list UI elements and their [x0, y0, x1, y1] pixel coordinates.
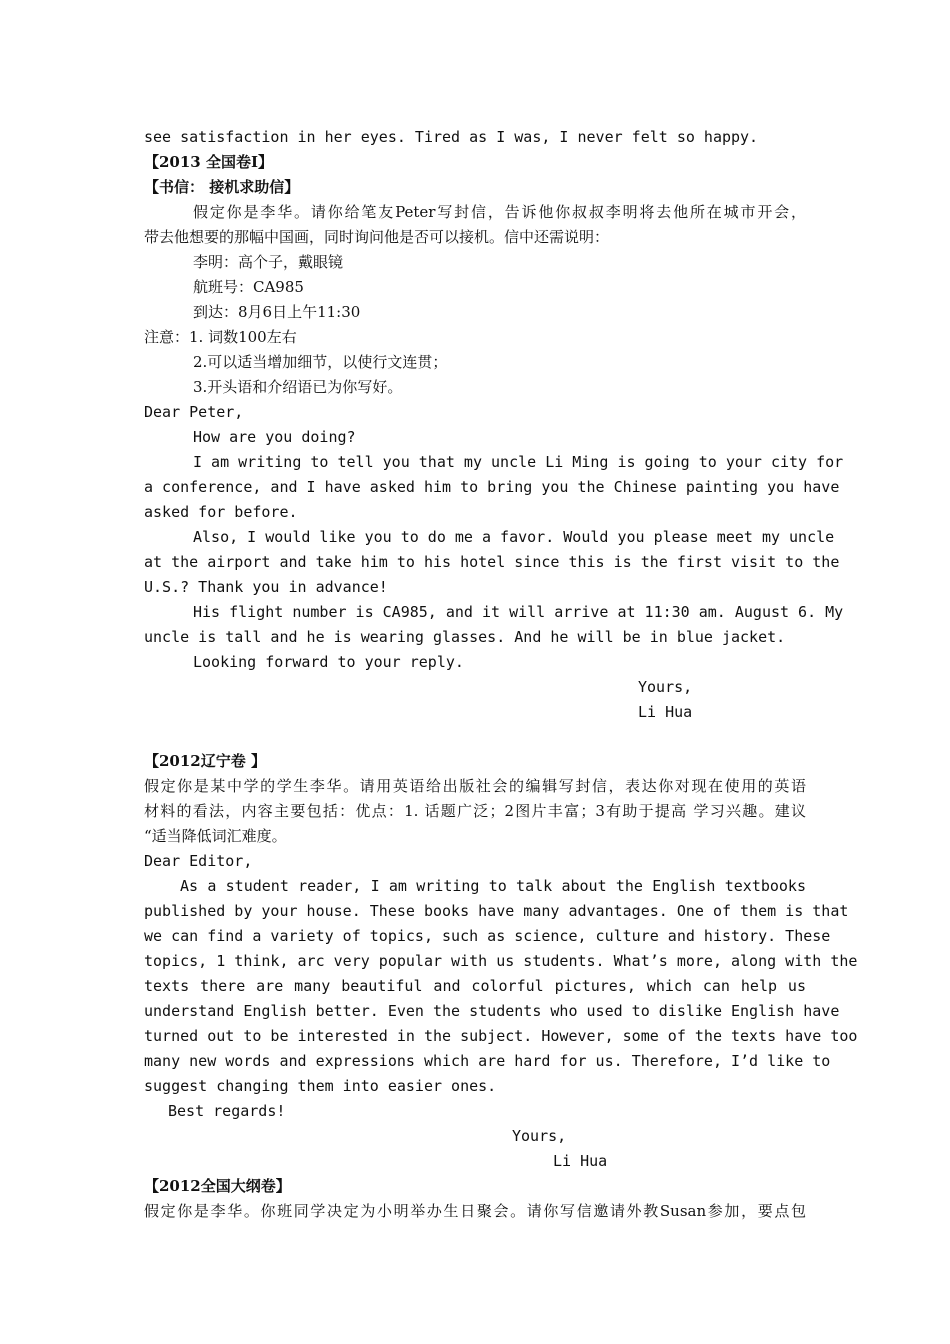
task-title: 【书信： 接机求助信】: [144, 178, 300, 196]
letter-line: understand English better. Even the students who used to dislike English have: [144, 1002, 840, 1020]
letter-line: suggest changing them into easier ones.: [144, 1077, 497, 1095]
letter-line: topics, 1 think, arc very popular with us students. What’s more, along with the: [144, 952, 858, 970]
letter-line: asked for before.: [144, 503, 298, 521]
section-heading-2012-national: 【2012全国大纲卷】: [144, 1177, 291, 1195]
letter-line: How are you doing?: [193, 428, 356, 446]
letter-salutation: Dear Peter,: [144, 403, 244, 421]
letter-line: Also, I would like you to do me a favor. Would you please meet my uncle: [193, 528, 835, 546]
note-line: 2.可以适当增加细节，以使行文连贯；: [193, 353, 448, 371]
prompt-line: 假定你是李华。你班同学决定为小明举办生日聚会。请你写信邀请外教Susan参加，要点包: [144, 1202, 806, 1220]
letter-signature: Li Hua: [553, 1152, 608, 1170]
section-heading-2012-liaoning: 【2012辽宁卷 】: [144, 752, 266, 770]
letter-line: at the airport and take him to his hotel since this is the first visit to the: [144, 553, 840, 571]
note-line: 注意：1. 词数100左右: [144, 328, 297, 346]
prompt-detail: 到达：8月6日上午11:30: [193, 303, 361, 321]
letter-line: turned out to be interested in the subject. However, some of the texts have too: [144, 1027, 858, 1045]
section-heading-2013: 【2013 全国卷I】: [144, 153, 273, 171]
prompt-line: 假定你是李华。请你给笔友Peter写封信，告诉他你叔叔李明将去他所在城市开会，: [193, 203, 806, 221]
letter-salutation: Dear Editor,: [144, 852, 253, 870]
prompt-line: 假定你是某中学的学生李华。请用英语给出版社会的编辑写封信，表达你对现在使用的英语: [144, 777, 806, 795]
letter-line: many new words and expressions which are hard for us. Therefore, I’d like to: [144, 1052, 831, 1070]
letter-line: uncle is tall and he is wearing glasses. And he will be in blue jacket.: [144, 628, 786, 646]
letter-closing: Best regards!: [168, 1102, 286, 1120]
paragraph-line: see satisfaction in her eyes. Tired as I was, I never felt so happy.: [144, 128, 759, 146]
prompt-detail: 李明：高个子，戴眼镜: [193, 253, 344, 271]
letter-line: a conference, and I have asked him to bring you the Chinese painting you have: [144, 478, 840, 496]
letter-line: U.S.? Thank you in advance!: [144, 578, 388, 596]
prompt-line: 带去他想要的那幅中国画，同时询问他是否可以接机。信中还需说明：: [144, 228, 610, 246]
letter-closing: Yours,: [512, 1127, 567, 1145]
note-line: 3.开头语和介绍语已为你写好。: [193, 378, 403, 396]
letter-line: Looking forward to your reply.: [193, 653, 464, 671]
letter-closing: Yours,: [638, 678, 693, 696]
prompt-line: “适当降低词汇难度。: [144, 827, 287, 845]
letter-line: I am writing to tell you that my uncle Li Ming is going to your city for: [193, 453, 844, 471]
letter-line: As a student reader, I am writing to talk about the English textbooks: [180, 877, 806, 895]
letter-line: we can find a variety of topics, such as science, culture and history. These: [144, 927, 831, 945]
letter-line: His flight number is CA985, and it will arrive at 11:30 am. August 6. My: [193, 603, 844, 621]
letter-line: published by your house. These books have many advantages. One of them is that: [144, 902, 849, 920]
letter-line: texts there are many beautiful and colorful pictures, which can help us: [144, 977, 806, 995]
letter-signature: Li Hua: [638, 703, 693, 721]
prompt-detail: 航班号：CA985: [193, 278, 304, 296]
prompt-line: 材料的看法，内容主要包括：优点：1. 话题广泛；2图片丰富；3有助于提高 学习兴趣。建议: [144, 802, 806, 820]
